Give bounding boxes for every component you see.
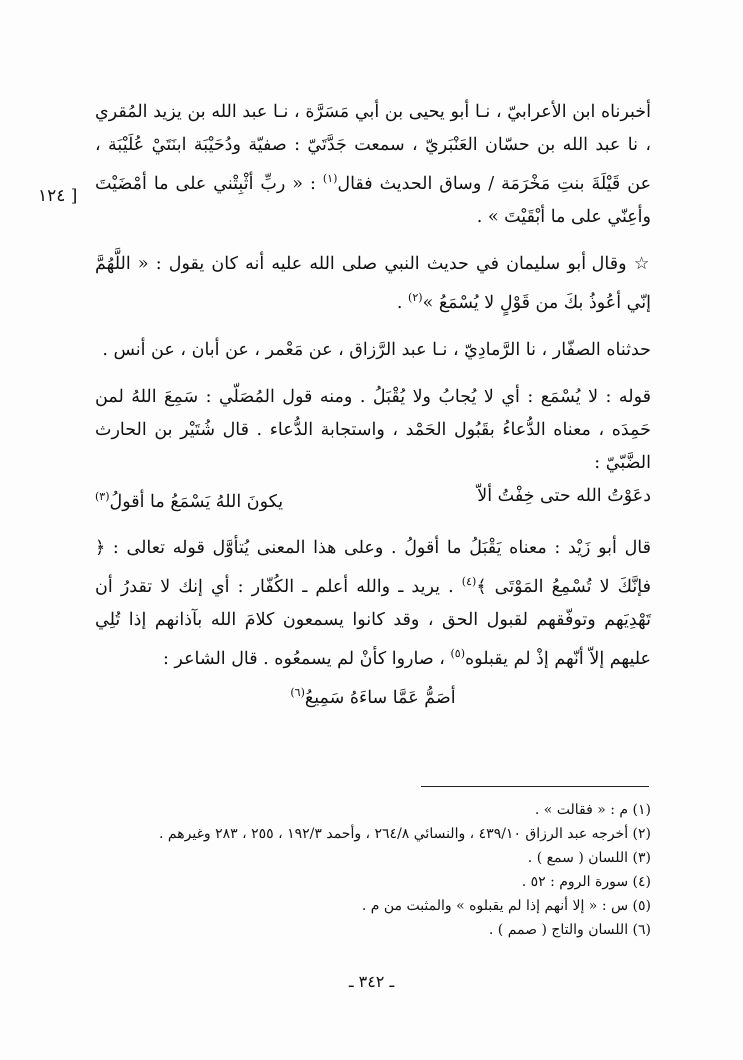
footnote-mark-6: (٦)	[290, 686, 305, 700]
footnote-3: (٣) اللسان ( سمع ) .	[527, 850, 651, 866]
main-text	[95, 96, 651, 715]
paragraph-2-text: وقال أبو سليمان في حديث النبي صلى الله عليه أنه كان يقول : « اللَّهُمَّ إنّي أعُوذُ بكَ من قَوْلٍ لا يُسْمَعُ »	[95, 253, 651, 313]
footnote-mark-3: (٣)	[95, 489, 110, 503]
footnote-2: (٢) أخرجه عبد الرزاق ٤٣٩/١٠ ، والنسائي ٢٦٤/٨ ، وأحمد ١٩٢/٣ ، ٢٥٥ ، ٢٨٣ وغيرهم .	[159, 826, 651, 842]
spacer	[95, 518, 651, 532]
footnote-mark-2: (٢)	[408, 290, 423, 304]
footnote-mark-4: (٤)	[461, 575, 477, 589]
footnote-mark-1: (١)	[322, 172, 338, 185]
footnote-divider	[421, 786, 649, 787]
spacer	[95, 234, 651, 248]
spacer	[95, 367, 651, 381]
footnote-1: (١) م : « فقالت » .	[534, 802, 651, 818]
verse-2-text: أصَمُّ عَمَّا ساءَهُ سَمِيعُ	[304, 687, 456, 708]
star-icon: ☆	[633, 253, 651, 274]
footnote-6: (٦) اللسان والتاج ( صمم ) .	[488, 922, 651, 938]
verse-1-hemistich-2	[95, 480, 283, 519]
footnote-mark-5: (٥)	[450, 647, 466, 661]
footnotes	[95, 798, 651, 942]
paragraph-5-end: ، صاروا كأنْ لم يسمعُوه . قال الشاعر :	[162, 649, 445, 670]
paragraph-5-text: قال أبو زَيْد : معناه يَقْبَلُ ما أقولُ . وعلى هذا المعنى يُتأوَّل قوله تعالى : ﴿ فإنَّكَ لا تُسْمِعُ المَوْتَى ﴾	[95, 538, 651, 598]
paragraph-3: حدثناه الصفّار ، نا الرَّمادِيّ ، نـا عبد الرَّزاق ، عن مَعْمر ، عن أبان ، عن أنس .	[102, 339, 651, 360]
verse-1	[95, 480, 651, 519]
verse-1-hemistich-1: دعَوْتُ الله حتى خِفْتُ ألاّ	[477, 485, 651, 506]
margin-reference: [ ١٢٤	[38, 186, 78, 206]
paragraph-4: قوله : لا يُسْمَع : أي لا يُجابُ ولا يُقْبَلُ . ومنه قول المُصَلّي : سَمِعَ اللهُ لمن حَمِدَه ، معناه الدُّعاءُ بقَبُول الحَمْد ، واستجابة الدُّعاء . قال شُتَيْر بن الحارث الضَّبّيّ :	[95, 386, 651, 473]
quote-1: « ربِّ أثْبِتْني على ما أمْضَيْتَ وأعِنّي على ما أبْقَيْتَ » .	[95, 173, 651, 227]
footnote-4: (٤) سورة الروم : ٥٢ .	[521, 874, 651, 890]
page-number: ـ ٣٤٢ ـ	[348, 972, 395, 991]
paragraph-5	[95, 532, 651, 676]
spacer	[95, 320, 651, 334]
footnote-5: (٥) س : « إلا أنهم إذا لم يقبلوه » والمثبت من م .	[361, 898, 651, 914]
paragraph-5-continued: . يريد ـ والله أعلم ـ الكُفّار : أي إنك لا تقدرُ أن تَهْدِيَهم وتوفّقهم لقبول الحق ، وقد كانوا يسمعون كلامَ الله بآذانهم إذا تُلِي عليهم إلاّ أنّهم إذْ لم يقبلوه	[95, 577, 651, 670]
paragraph-1-text: أخبرناه ابن الأعرابيّ ، نـا أبو يحيى بن أبي مَسَرَّة ، نـا عبد الله بن يزيد المُقري ، نا عبد الله بن حسّان العَنْبَريّ ، سمعت جَدَّتَيّ : صفيّة ودُحَيْبَة ابنَتَيْ عُلَيْبَة ، عن قَيْلَةَ بنتِ مَخْرَمَة / وساق الحديث فقال	[95, 102, 652, 194]
paragraph-2: ☆ وقال أبو سليمان في حديث النبي صلى الله عليه أنه كان يقول : « اللَّهُمَّ إنّي أعُوذُ بكَ من قَوْلٍ لا يُسْمَعُ »$^{(٢)}$ .	[95, 253, 651, 313]
paragraph-1: أخبرناه ابن الأعرابيّ ، نـا أبو يحيى بن أبي مَسَرَّة ، نـا عبد الله بن يزيد المُقري ، نا عبد الله بن حسّان العَنْبَريّ ، سمعت جَدَّتَيّ : صفيّة ودُحَيْبَة ابنَتَيْ عُلَيْبَة ، عن قَيْلَةَ بنتِ مَخْرَمَة / وساق الحديث فقال$^{(١)}$ : « ربِّ أثْبِتْني على ما أمْضَيْتَ وأعِنّي على ما أبْقَيْتَ » .	[95, 102, 652, 227]
verse-2	[95, 676, 651, 715]
verse-1-hemistich-2-text: يكونَ اللهُ يَسْمَعُ ما أقولُ	[109, 491, 284, 512]
